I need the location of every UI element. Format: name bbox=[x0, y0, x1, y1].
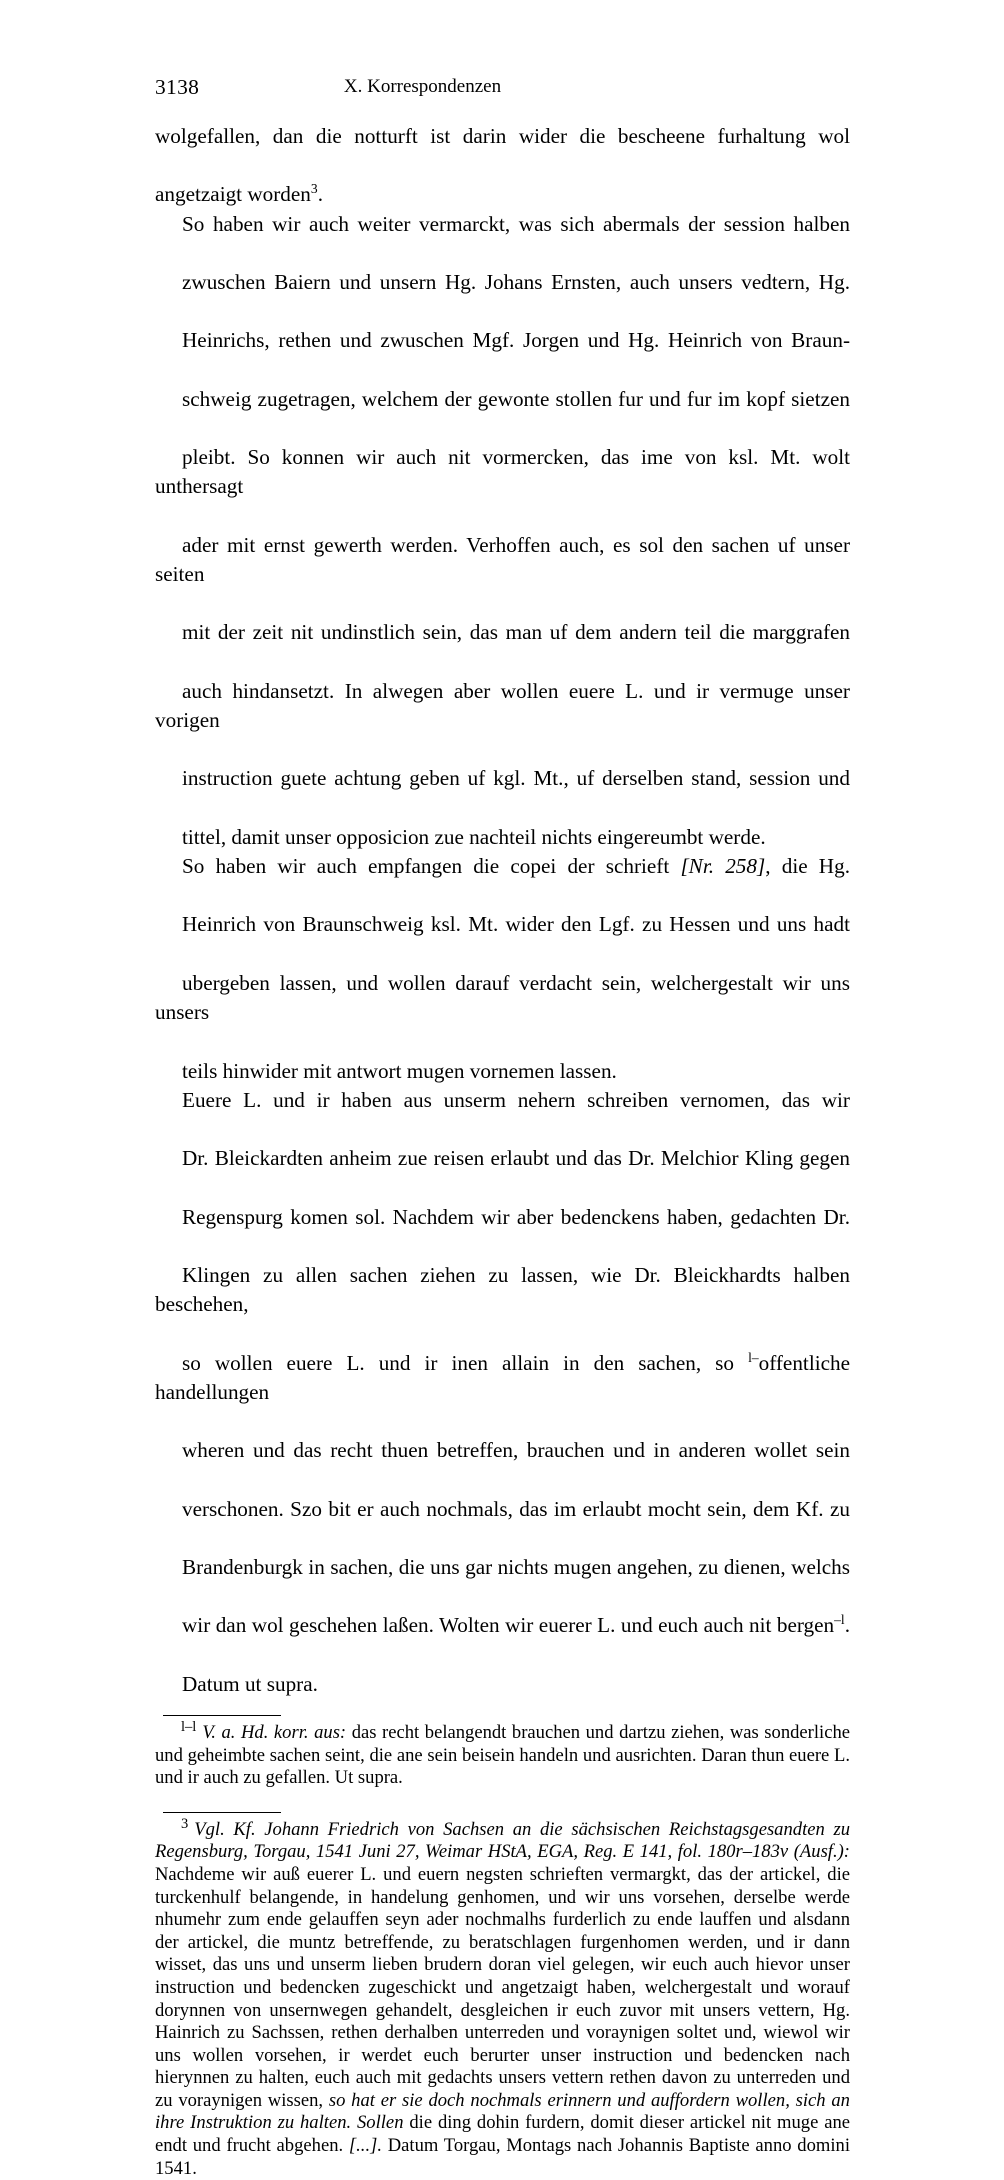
text-line: so wollen euere L. und ir inen allain in den sachen, so $^{l-}$offentliche handellungen bbox=[155, 1349, 850, 1404]
variant-marker-close[interactable]: –l bbox=[834, 1612, 845, 1628]
line-text: angetzaigt worden bbox=[155, 182, 311, 207]
text-line: Dr. Bleickardten anheim zue reisen erlaubt und das Dr. Melchior Kling gegen bbox=[182, 1146, 850, 1171]
text-line: Brandenburgk in sachen, die uns gar nichts mugen angehen, zu dienen, welchs bbox=[182, 1554, 850, 1579]
footnote-body-part3: Datum Torgau, Montags nach Johannis Baptiste anno domini 1541. bbox=[155, 2135, 850, 2179]
text-line: teils hinwider mit antwort mugen vornemen lassen. bbox=[182, 1058, 617, 1083]
footnote-italic-middle: so hat er sie doch nochmals erinnern und auffordern wollen, sich an ihre Instruktion zu halten. Sollen bbox=[155, 2089, 850, 2134]
footnote-variant-text bbox=[155, 1718, 851, 1790]
line-text-post: , die Hg. bbox=[765, 854, 850, 879]
footnote-3 bbox=[155, 1815, 850, 2180]
text-line: instruction guete achtung geben uf kgl. Mt., uf derselben stand, session und bbox=[182, 766, 850, 791]
text-line bbox=[155, 852, 850, 910]
text-line: ubergeben lassen, und wollen darauf verdacht sein, welchergestalt wir uns unsers bbox=[155, 970, 850, 1025]
footnote-separator-3 bbox=[163, 1812, 281, 1813]
text-line: verschonen. Szo bit er auch nochmals, das im erlaubt mocht sein, dem Kf. zu bbox=[182, 1496, 850, 1521]
text-line: wolgefallen, dan die notturft ist darin wider die bescheene furhaltung wol bbox=[155, 124, 850, 148]
line-text-pre: So haben wir auch empfangen die copei der schrieft bbox=[182, 854, 681, 879]
paragraph-1 bbox=[155, 122, 850, 210]
text-line: Klingen zu allen sachen ziehen zu lassen, wie Dr. Bleickhardts halben beschehen, bbox=[155, 1262, 850, 1317]
running-head bbox=[155, 70, 850, 104]
text-line: mit der zeit nit undinstlich sein, das man uf dem andern teil die marggrafen bbox=[182, 620, 850, 645]
text-line: auch hindansetzt. In alwegen aber wollen euere L. und ir vermuge unser vorigen bbox=[155, 678, 850, 733]
page-content bbox=[155, 70, 850, 2180]
text-line: wheren und das recht thuen betreffen, brauchen und in anderen wollet sein bbox=[182, 1438, 850, 1463]
line-tail: . bbox=[317, 182, 323, 207]
variant-marker-open[interactable]: l– bbox=[748, 1349, 759, 1365]
text-line: Heinrich von Braunschweig ksl. Mt. wider den Lgf. zu Hessen und uns hadt bbox=[182, 912, 850, 937]
paragraph-3 bbox=[155, 852, 850, 1086]
footnote-body-part2: die ding dohin furdern, domit dieser artickel nit muge ane endt und frucht abgehen. bbox=[155, 2112, 850, 2157]
footnote-variant bbox=[155, 1718, 851, 1790]
text-line: Datum ut supra. bbox=[182, 1671, 318, 1696]
text-line: wir dan wol geschehen laßen. Wolten wir euerer L. und euch auch nit bergen$^{-l}$. bbox=[182, 1612, 850, 1638]
footnote-citation: Vgl. Kf. Johann Friedrich von Sachsen an die sächsischen Reichstagsgesandten zu Regensburg, Torgau, 1541 Juni 27, Weimar HStA, EGA, Reg. E 141, fol. 180r–183v (Ausf.): bbox=[155, 1818, 850, 1863]
text-line: ader mit ernst gewerth werden. Verhoffen auch, es sol den sachen uf unser seiten bbox=[155, 532, 850, 587]
text-line: pleibt. So konnen wir auch nit vormercken, das ime von ksl. Mt. wolt unthersagt bbox=[155, 445, 850, 499]
paragraph-2 bbox=[155, 210, 850, 852]
footnote-marker: l–l bbox=[181, 1718, 197, 1735]
footnote-ellipsis: [...]. bbox=[348, 2135, 382, 2157]
footnote-body: das recht belangendt brauchen und dartzu ziehen, was sonderliche und geheimbte sachen seint, die ane sein beisein handeln und ausrichten. Daran thun euere L. und ir auch zu gefallen. Ut supra. bbox=[155, 1721, 851, 1789]
paragraph-4 bbox=[155, 1086, 850, 1699]
text-line: schweig zugetragen, welchem der gewonte stollen fur und fur im kopf sietzen bbox=[182, 386, 850, 411]
page-number: 3138 bbox=[155, 75, 200, 99]
text-line bbox=[155, 180, 850, 209]
text-line: zwuschen Baiern und unsern Hg. Johans Ernsten, auch unsers vedtern, Hg. bbox=[182, 270, 850, 295]
text-line: Euere L. und ir haben aus unserm nehern schreiben vernomen, das wir bbox=[182, 1087, 850, 1112]
footnote-3-text bbox=[155, 1815, 850, 2180]
text-line: So haben wir auch weiter vermarckt, was sich abermals der session halben bbox=[182, 211, 850, 236]
footnote-marker: 3 bbox=[181, 1815, 189, 1832]
footnote-separator-variant bbox=[163, 1715, 281, 1716]
footnote-italic-lead: V. a. Hd. korr. aus: bbox=[202, 1721, 347, 1743]
running-title: X. Korrespondenzen bbox=[343, 76, 502, 97]
footnote-ref-3[interactable]: 3 bbox=[310, 181, 318, 197]
text-line: Heinrichs, rethen und zwuschen Mgf. Jorgen und Hg. Heinrich von Braun- bbox=[182, 328, 850, 353]
text-line: Regenspurg komen sol. Nachdem wir aber bedenckens haben, gedachten Dr. bbox=[182, 1204, 850, 1229]
footnote-body-part1: Nachdeme wir auß euerer L. und euern negsten schrieften vermargkt, das der artickel, die turckenhulf belangende, in handelung genhomen, und wir uns vorsehen, derselbe werde nhumehr zum ende gelauffen seyn ader nochmalhs furderlich zu ende lauffen und alsdann der artickel, die muntz betreffende, zu beratschlagen furgenhomen werden, und ir dann wisset, das uns und unserm lieben brudern doran viel gelegen, wir euch auch hievor unser instruction und bedencken zugeschickt und angetzaigt haben, welchergestalt und worauf dorynnen von unsernwegen gehandelt, desgleichen ir euch zuvor mit unsers vettern, Hg. Hainrich zu Sachssen, rethen derhalben unterreden und voraynigen soltet und, wiewol wir uns wollen vorsehen, ir werdet euch berurter unser instruction und bedencken nach hierynnen zu halten, euch auch mit gedachts unsers vettern rethen davon zu unterreden und zu voraynigen wissen, bbox=[155, 1863, 850, 2111]
body-text bbox=[155, 122, 850, 1699]
source-reference: [Nr. 258] bbox=[680, 854, 766, 879]
text-line: tittel, damit unser opposicion zue nachteil nichts eingereumbt werde. bbox=[182, 824, 766, 849]
